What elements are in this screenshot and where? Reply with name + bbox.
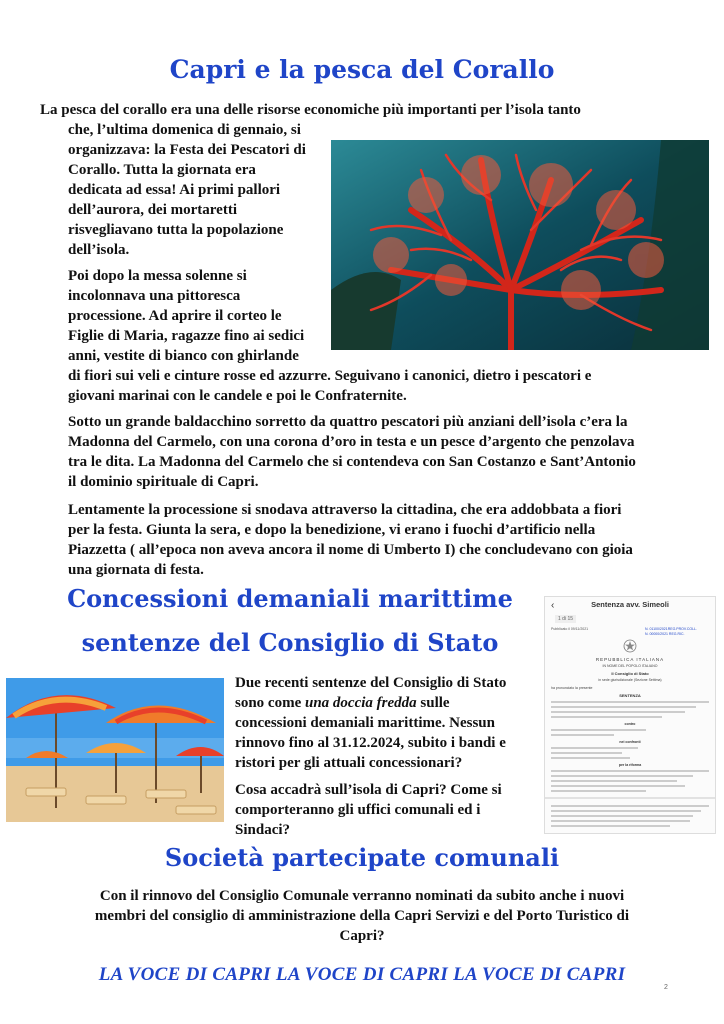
doc-pronounced: ha pronunciato la presente xyxy=(551,686,593,690)
doc-text-lines-4 xyxy=(551,770,709,795)
section1-paragraph4: Lentamente la processione si snodava attraverso la cittadina, che era addobbata a fiori per la festa. Giunta la sera, e dopo la benedizione, vi erano i fuochi d’artificio nella Piazzetta ( all’epoca non aveva ancora il nome di Umberto I) che concludevano con gioia una giornata di festa. xyxy=(68,502,633,578)
page-number: 2 xyxy=(664,984,668,991)
doc-text-lines-2 xyxy=(551,729,709,739)
doc-council: Il Consiglio di Stato xyxy=(611,671,649,676)
doc-sentence: SENTENZA xyxy=(619,693,641,698)
doc-text-lines-3 xyxy=(551,747,709,762)
doc-publish-line: Pubblicato il 09/11/2021 xyxy=(551,627,589,631)
doc-ric-line: N. 00000/2021 REG.RIC. xyxy=(645,632,685,636)
doc-against: contro xyxy=(624,722,636,726)
back-chevron-icon: ‹ xyxy=(551,600,555,611)
document-header: Sentenza avv. Simeoli xyxy=(591,600,669,609)
doc-and: nei confronti xyxy=(619,740,641,744)
footer-banner: LA VOCE DI CAPRI LA VOCE DI CAPRI LA VOCE DI CAPRI xyxy=(98,964,626,985)
section1-paragraph1: che, l’ultima domenica di gennaio, si organizzava: la Festa dei Pescatori di Corallo. Tutta la giornata era dedicata ad essa! Ai primi pallori dell’aurora, dei mortaretti risvegliavano tutta la popolazione dell’isola. xyxy=(68,122,306,258)
doc-reg-line: N. 01100/2021REG.PROV.COLL. xyxy=(645,627,697,631)
doc-role: in sede giurisdizionale (Sezione Settima) xyxy=(598,678,662,682)
doc-people: IN NOME DEL POPOLO ITALIANO xyxy=(602,664,658,668)
sentence-document-thumbnail xyxy=(544,596,716,834)
doc-republic: REPUBBLICA ITALIANA xyxy=(595,657,665,662)
section2-paragraph1: Due recenti sentenze del Consiglio di Stato sono come una doccia fredda sulle concessioni demaniali marittime. Nessun rinnovo fino al 31.12.2024, subito i bandi e ristori per gli attuali concessionari? xyxy=(235,675,507,771)
section2-title-line1: Concessioni demaniali marittime xyxy=(67,584,513,613)
section2-title-line2: sentenze del Consiglio di Stato xyxy=(81,628,499,657)
doc-text-lines-5 xyxy=(551,805,709,830)
section1-paragraph2-continued: di fiori sui veli e cinture rosse ed azzurre. Seguivano i canonici, dietro i pescatori e giovani marinai con le candele e poi le Confraternite. xyxy=(68,368,592,404)
beach-umbrellas-photo xyxy=(6,678,224,822)
section3-title: Società partecipate comunali xyxy=(164,843,560,872)
coral-photo xyxy=(331,140,709,350)
section1-title: Capri e la pesca del Corallo xyxy=(169,55,555,84)
doc-text-lines xyxy=(551,701,709,721)
section1-paragraph1-first-line: La pesca del corallo era una delle risorse economiche più importanti per l’isola tanto xyxy=(40,102,581,118)
section2-paragraph2: Cosa accadrà sull’isola di Capri? Come si comporteranno gli uffici comunali ed i Sindaci? xyxy=(235,782,502,838)
doc-for: per la riforma xyxy=(618,763,642,767)
section1-paragraph2: Poi dopo la messa solenne si incolonnava una pittoresca processione. Ad aprire il corteo le Figlie di Maria, ragazze fino ai sedici anni, vestite di bianco con ghirlande xyxy=(68,268,305,364)
section1-paragraph3: Sotto un grande baldacchino sorretto da quattro pescatori più anziani dell’isola c’era la Madonna del Carmelo, con una corona d’oro in testa e un pesce d’argento che penzolava tra le dita. La Madonna del Carmelo che si contendeva con San Costanzo e Sant’Antonio il dominio spirituale di Capri. xyxy=(68,414,636,490)
republic-emblem-icon xyxy=(623,639,637,653)
doc-page-divider xyxy=(545,797,715,799)
page-indicator: 1 di 15 xyxy=(555,615,576,623)
section3-body: Con il rinnovo del Consiglio Comunale verranno nominati da subito anche i nuovi membri del consiglio di amministrazione della Capri Servizi e del Porto Turistico di Capri? xyxy=(94,888,630,944)
